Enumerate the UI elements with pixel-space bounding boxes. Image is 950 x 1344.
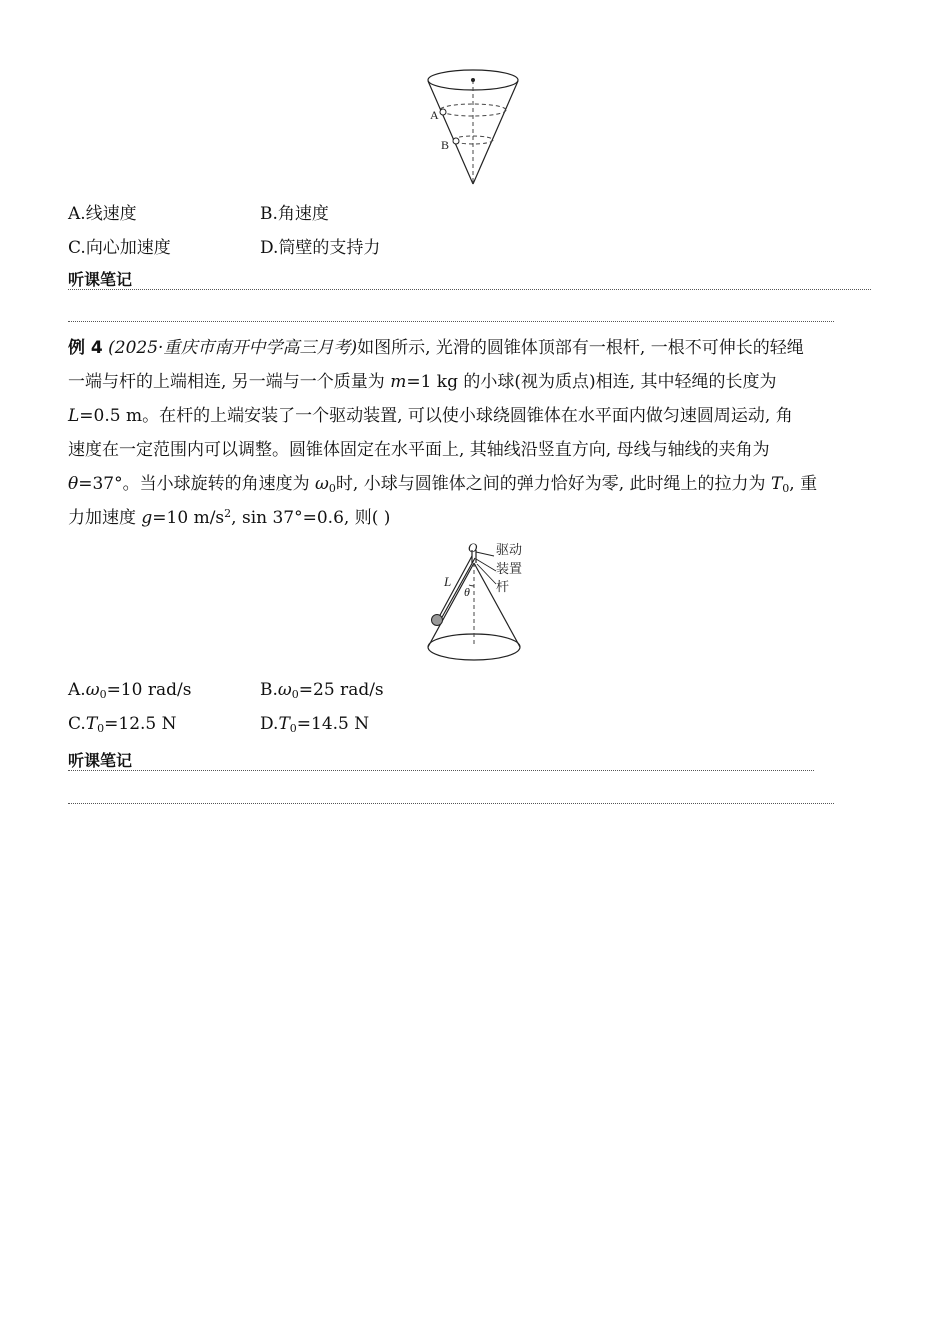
label-b: B <box>441 138 450 152</box>
q3-option-d: D.筒壁的支持力 <box>260 238 381 258</box>
cone-rod-figure <box>420 538 560 666</box>
label-drive-2: 装置 <box>496 562 523 577</box>
label-l: L <box>444 574 452 589</box>
question-source: (2025·重庆市南开中学高三月考) <box>108 338 358 358</box>
q4-line-4: 速度在一定范围内可以调整。圆锥体固定在水平面上, 其轴线沿竖直方向, 母线与轴线的夹角为 <box>68 440 770 460</box>
q3-option-a: A.线速度 <box>68 204 137 224</box>
q3-option-c: C.向心加速度 <box>68 238 171 258</box>
q4-option-d: $D.T_0=14.5$ N <box>260 714 370 735</box>
label-o: O <box>468 540 478 555</box>
q4-notes-label: 听课笔记 <box>68 751 133 770</box>
q3-option-b: B.角速度 <box>260 204 329 224</box>
example-label: 例 4 <box>68 338 103 358</box>
q4-option-a: $A.\omega_0=10$ rad/s <box>68 680 192 701</box>
label-rod: 杆 <box>496 580 510 595</box>
label-a: A <box>430 108 439 122</box>
q4-notes-line-1 <box>68 770 814 771</box>
cone-figure <box>410 64 530 190</box>
q3-notes-line-2 <box>68 321 834 322</box>
q3-notes-label: 听课笔记 <box>68 270 133 289</box>
label-drive-1: 驱动 <box>496 543 523 558</box>
q4-option-b: $B.\omega_0=25$ rad/s <box>260 680 384 701</box>
q3-notes-line-1 <box>68 289 871 290</box>
q4-line-2: 一端与杆的上端相连, 另一端与一个质量为 m=1 kg 的小球(视为质点)相连, 其中轻绳的长度为 <box>68 372 777 392</box>
q4-notes-line-2 <box>68 803 834 804</box>
q4-line-3: L=0.5 m。在杆的上端安装了一个驱动装置, 可以使小球绕圆锥体在水平面内做匀速圆周运动, 角 <box>68 406 793 426</box>
q4-line-1: 例 4 (2025·重庆市南开中学高三月考)如图所示, 光滑的圆锥体顶部有一根杆, 一根不可伸长的轻绳 <box>68 338 804 358</box>
q4-line-6: 力加速度 g=10 $m/s^2$, sin 37°=0.6, 则( ) <box>68 507 391 528</box>
q4-line-5: θ=37°。当小球旋转的角速度为 $\omega_0$时, 小球与圆锥体之间的弹力恰好为零, 此时绳上的拉力为 $T_0$, 重 <box>68 474 818 495</box>
label-theta: θ <box>464 585 470 599</box>
q4-option-c: $C.T_0=12.5$ N <box>68 714 177 735</box>
